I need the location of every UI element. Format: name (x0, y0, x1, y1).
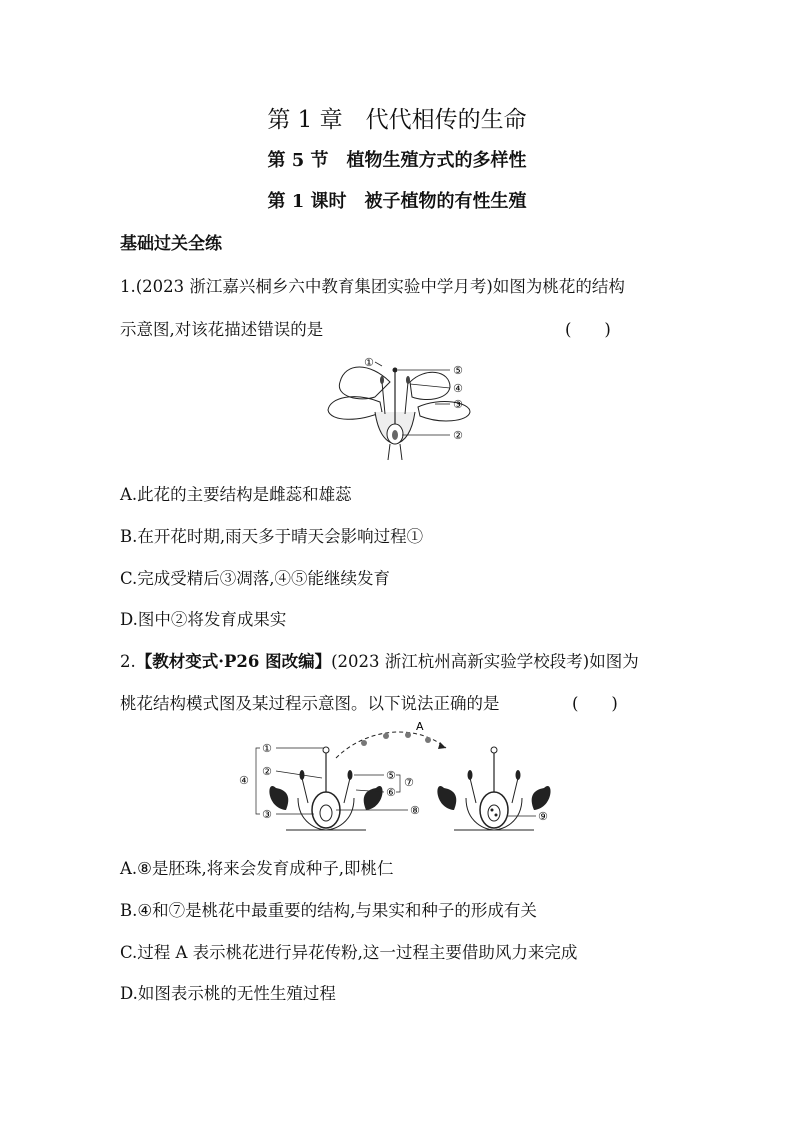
q2-answer-paren: ( ) (572, 694, 618, 713)
q1-stem-line2: 示意图,对该花描述错误的是 (120, 320, 324, 339)
q2-option-b: B.④和⑦是桃花中最重要的结构,与果实和种子的形成有关 (120, 901, 537, 920)
q2-number: 2. (120, 652, 136, 671)
q1-peach-flower-figure (320, 352, 480, 462)
practice-heading: 基础过关全练 (120, 234, 222, 254)
q2-label-7: ⑦ (404, 776, 414, 789)
q1-option-c: C.完成受精后③凋落,④⑤能继续发育 (120, 569, 391, 588)
q2-label-6: ⑥ (386, 786, 396, 799)
q2-arrow-label: A (416, 720, 424, 733)
q1-label-2: ② (453, 429, 463, 442)
q1-label-1: ① (364, 356, 374, 369)
q2-option-d: D.如图表示桃的无性生殖过程 (120, 984, 336, 1003)
q1-option-b: B.在开花时期,雨天多于晴天会影响过程① (120, 527, 424, 546)
q2-stem-line1 (120, 648, 639, 672)
section-title: 第 5 节 植物生殖方式的多样性 (267, 150, 527, 171)
q2-label-8: ⑧ (410, 804, 420, 817)
q2-label-9: ⑨ (538, 810, 548, 823)
q2-tag: 【教材变式·P26 图改编】 (135, 652, 332, 671)
q1-label-4: ④ (453, 382, 463, 395)
q2-stem-rest: (2023 浙江杭州高新实验学校段考)如图为 (331, 652, 639, 671)
q2-label-3: ③ (262, 808, 272, 821)
q2-option-a: A.⑧是胚珠,将来会发育成种子,即桃仁 (120, 859, 394, 878)
q1-label-5: ⑤ (453, 364, 463, 377)
q2-label-4: ④ (239, 774, 249, 787)
q2-stem-line2: 桃花结构模式图及某过程示意图。以下说法正确的是 (120, 694, 500, 713)
q2-pollination-figure (236, 718, 566, 843)
q1-option-a: A.此花的主要结构是雌蕊和雄蕊 (120, 485, 352, 504)
q1-answer-paren: ( ) (565, 320, 611, 339)
q1-stem-line1: 1.(2023 浙江嘉兴桐乡六中教育集团实验中学月考)如图为桃花的结构 (120, 277, 625, 296)
q2-option-c: C.过程 A 表示桃花进行异花传粉,这一过程主要借助风力来完成 (120, 943, 578, 962)
q2-label-5: ⑤ (386, 769, 396, 782)
q2-label-1: ① (262, 742, 272, 755)
chapter-title: 第 1 章 代代相传的生命 (267, 107, 527, 133)
q1-label-3: ③ (453, 398, 463, 411)
q2-label-2: ② (262, 765, 272, 778)
lesson-title: 第 1 课时 被子植物的有性生殖 (267, 191, 527, 212)
q1-option-d: D.图中②将发育成果实 (120, 610, 287, 629)
